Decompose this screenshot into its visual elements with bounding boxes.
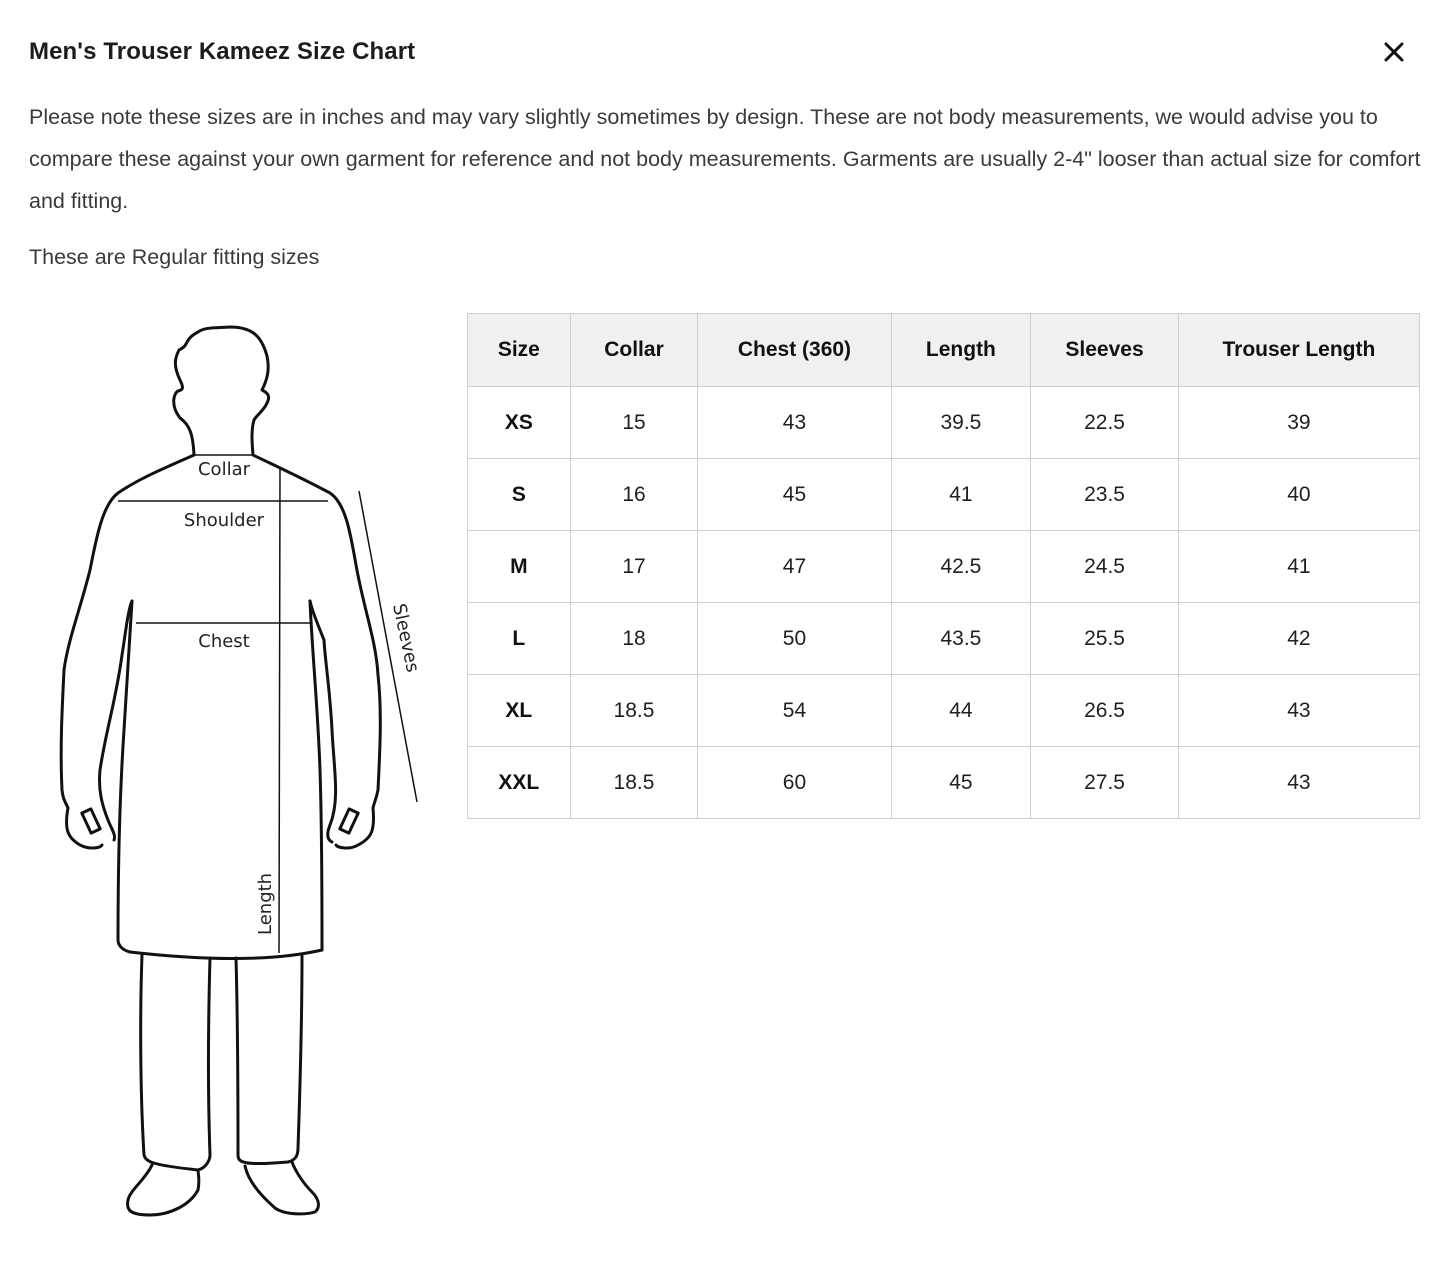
cell-size: L xyxy=(468,603,571,675)
cell-length: 44 xyxy=(891,675,1031,747)
header-collar: Collar xyxy=(570,314,698,387)
cell-chest: 45 xyxy=(698,459,891,531)
close-button[interactable] xyxy=(1378,36,1410,68)
cell-size: XXL xyxy=(468,747,571,819)
table-row xyxy=(468,747,1420,819)
cell-length: 42.5 xyxy=(891,531,1031,603)
cell-chest: 43 xyxy=(698,387,891,459)
measurement-illustration xyxy=(40,310,440,1230)
table-row xyxy=(468,675,1420,747)
cell-chest: 50 xyxy=(698,603,891,675)
size-description: Please note these sizes are in inches and may vary slightly sometimes by design. These are not body measurements, we would advise you to compare these against your own garment for reference and not body measurements. Garments are usually 2-4" looser than actual size for comfort and fitting. xyxy=(29,105,1421,213)
modal-title: Men's Trouser Kameez Size Chart xyxy=(29,38,416,65)
header-size: Size xyxy=(468,314,571,387)
cell-length: 39.5 xyxy=(891,387,1031,459)
table-row xyxy=(468,459,1420,531)
cell-sleeves: 27.5 xyxy=(1031,747,1179,819)
close-icon xyxy=(1383,41,1405,63)
chest-label: Chest xyxy=(198,631,250,652)
cell-collar: 18.5 xyxy=(570,675,698,747)
header-sleeves: Sleeves xyxy=(1031,314,1179,387)
collar-label: Collar xyxy=(197,459,251,480)
table-row xyxy=(468,531,1420,603)
cell-trouser-length: 39 xyxy=(1178,387,1419,459)
header-chest: Chest (360) xyxy=(698,314,891,387)
size-table xyxy=(467,313,1420,819)
cell-chest: 47 xyxy=(698,531,891,603)
cell-chest: 54 xyxy=(698,675,891,747)
header-trouser-length: Trouser Length xyxy=(1178,314,1419,387)
cell-trouser-length: 43 xyxy=(1178,747,1419,819)
body-outline-icon xyxy=(40,310,440,1230)
cell-trouser-length: 40 xyxy=(1178,459,1419,531)
header-length: Length xyxy=(891,314,1031,387)
cell-size: M xyxy=(468,531,571,603)
cell-length: 41 xyxy=(891,459,1031,531)
cell-sleeves: 25.5 xyxy=(1031,603,1179,675)
table-row xyxy=(468,603,1420,675)
cell-size: S xyxy=(468,459,571,531)
cell-sleeves: 24.5 xyxy=(1031,531,1179,603)
cell-length: 45 xyxy=(891,747,1031,819)
cell-trouser-length: 41 xyxy=(1178,531,1419,603)
cell-trouser-length: 42 xyxy=(1178,603,1419,675)
cell-sleeves: 23.5 xyxy=(1031,459,1179,531)
cell-collar: 18.5 xyxy=(570,747,698,819)
cell-collar: 18 xyxy=(570,603,698,675)
cell-length: 43.5 xyxy=(891,603,1031,675)
table-row xyxy=(468,387,1420,459)
cell-collar: 17 xyxy=(570,531,698,603)
table-header-row xyxy=(468,314,1420,387)
cell-sleeves: 26.5 xyxy=(1031,675,1179,747)
cell-size: XL xyxy=(468,675,571,747)
cell-collar: 16 xyxy=(570,459,698,531)
length-label: Length xyxy=(255,872,276,935)
cell-sleeves: 22.5 xyxy=(1031,387,1179,459)
sleeves-label: Sleeves xyxy=(388,601,424,675)
cell-collar: 15 xyxy=(570,387,698,459)
fit-note: These are Regular fitting sizes xyxy=(29,245,320,269)
cell-chest: 60 xyxy=(698,747,891,819)
cell-size: XS xyxy=(468,387,571,459)
cell-trouser-length: 43 xyxy=(1178,675,1419,747)
shoulder-label: Shoulder xyxy=(183,510,265,531)
